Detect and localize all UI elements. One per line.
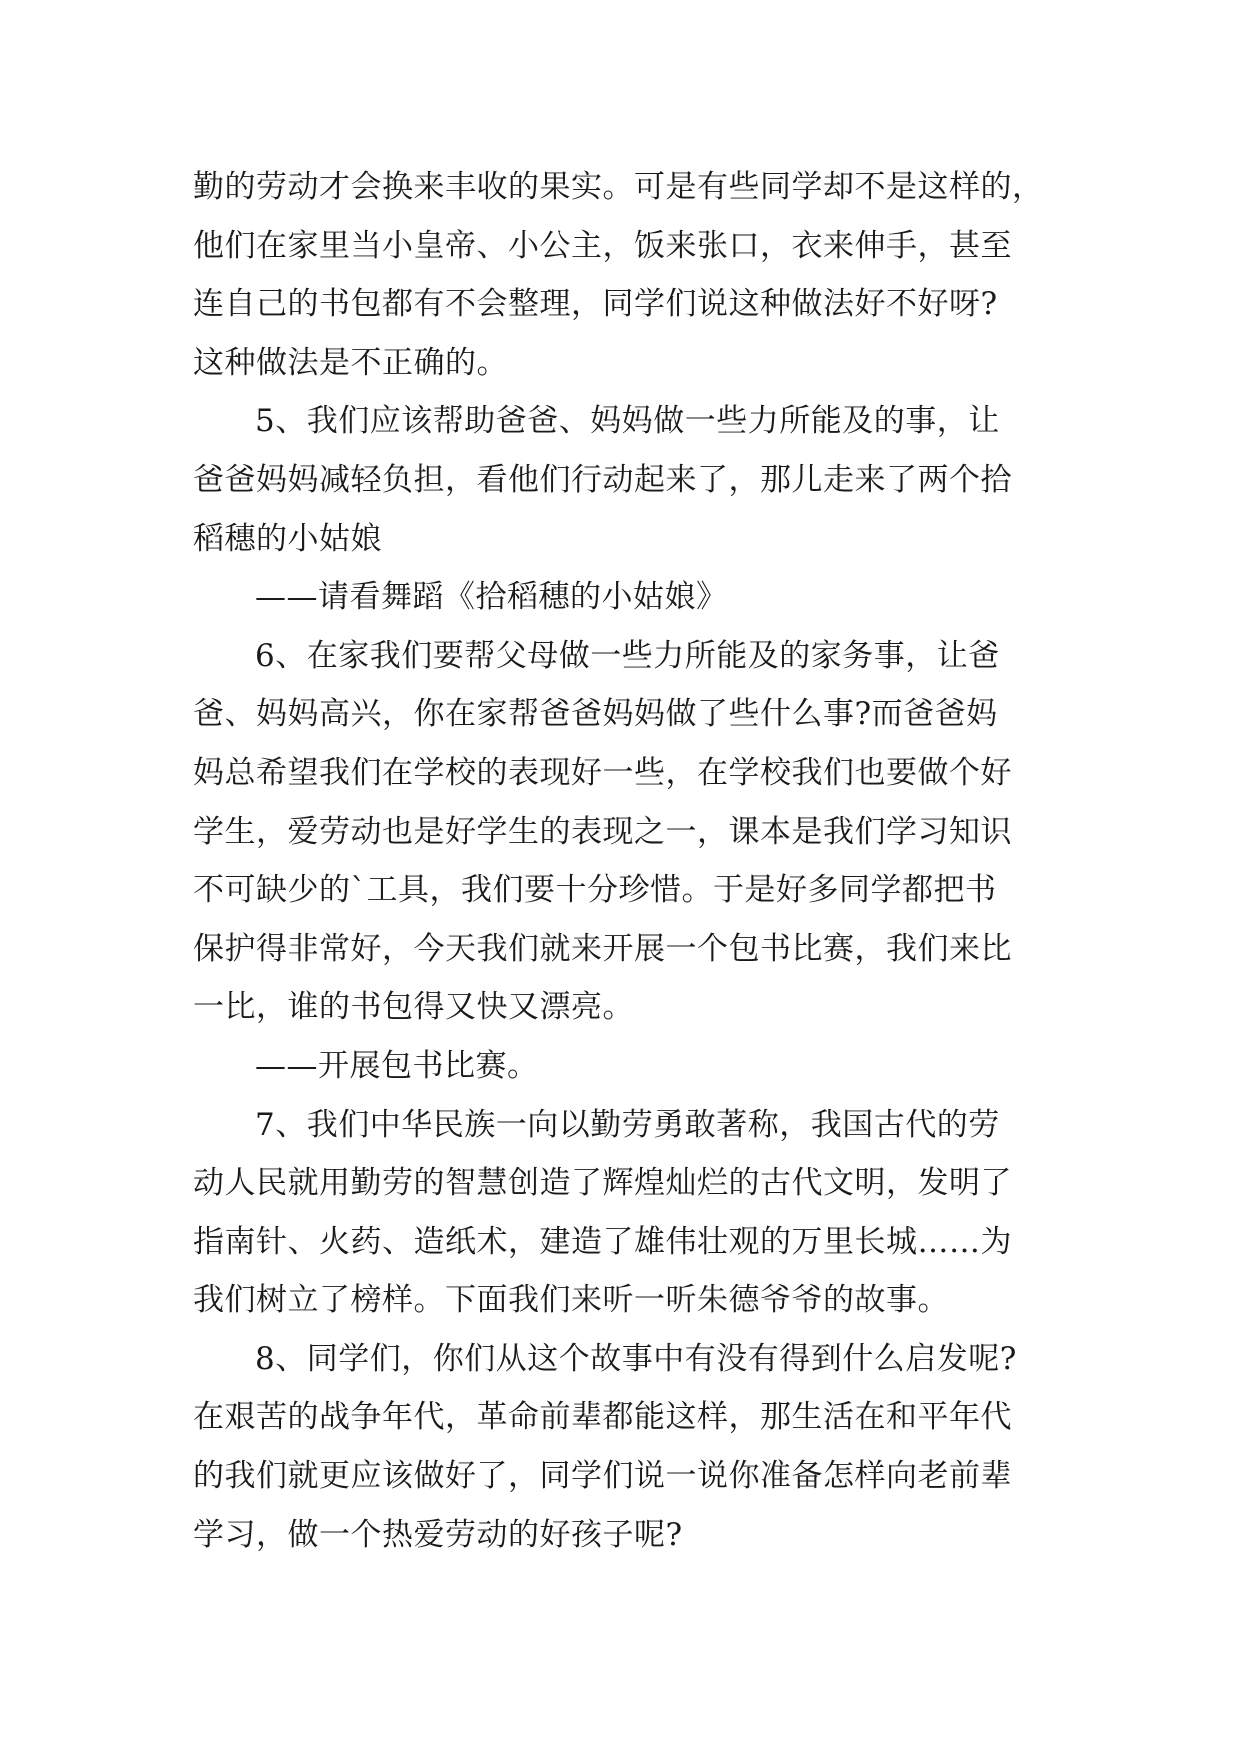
text-line: 勤的劳动才会换来丰收的果实。可是有些同学却不是这样的， (193, 169, 1044, 205)
text-line: 连自己的书包都有不会整理，同学们说这种做法好不好呀? (193, 286, 998, 323)
text-line: 在艰苦的战争年代，革命前辈都能这样，那生活在和平年代 (193, 1399, 1012, 1436)
document-body (193, 158, 1063, 1564)
text-line: 妈总希望我们在学校的表现好一些，在学校我们也要做个好 (193, 754, 1012, 791)
text-line: 稻穗的小姑娘 (193, 520, 382, 557)
text-line: 爸爸妈妈减轻负担，看他们行动起来了，那儿走来了两个拾 (193, 461, 1012, 498)
text-line: 爸、妈妈高兴，你在家帮爸爸妈妈做了些什么事?而爸爸妈 (193, 696, 998, 733)
paragraph-8-start: 8、同学们，你们从这个故事中有没有得到什么启发呢? (255, 1340, 1017, 1377)
text-line: 我们树立了榜样。下面我们来听一听朱德爷爷的故事。 (193, 1282, 949, 1319)
paragraph-7-start: 7、我们中华民族一向以勤劳勇敢著称，我国古代的劳 (255, 1106, 1000, 1143)
text-line: 一比，谁的书包得又快又漂亮。 (193, 989, 634, 1026)
text-line: 的我们就更应该做好了，同学们说一说你准备怎样向老前辈 (193, 1458, 1012, 1495)
contest-note: ——开展包书比赛。 (255, 1047, 539, 1084)
text-line: 他们在家里当小皇帝、小公主，饭来张口，衣来伸手，甚至 (193, 227, 1012, 264)
text-line: 保护得非常好，今天我们就来开展一个包书比赛，我们来比 (193, 930, 1012, 967)
text-line: 这种做法是不正确的。 (193, 344, 508, 381)
text-line: 学生，爱劳动也是好学生的表现之一，课本是我们学习知识 (193, 813, 1012, 850)
paragraph-6-start: 6、在家我们要帮父母做一些力所能及的家务事，让爸 (255, 637, 1000, 674)
paragraph-5-start: 5、我们应该帮助爸爸、妈妈做一些力所能及的事，让 (255, 403, 1000, 440)
text-line: 学习，做一个热爱劳动的好孩子呢? (193, 1516, 683, 1553)
text-line: 动人民就用勤劳的智慧创造了辉煌灿烂的古代文明，发明了 (193, 1165, 1012, 1202)
text-line: 指南针、火药、造纸术，建造了雄伟壮观的万里长城……为 (193, 1223, 1012, 1260)
text-line: 不可缺少的`工具，我们要十分珍惜。于是好多同学都把书 (193, 872, 997, 909)
dance-note: ——请看舞蹈《拾稻穗的小姑娘》 (255, 579, 728, 616)
